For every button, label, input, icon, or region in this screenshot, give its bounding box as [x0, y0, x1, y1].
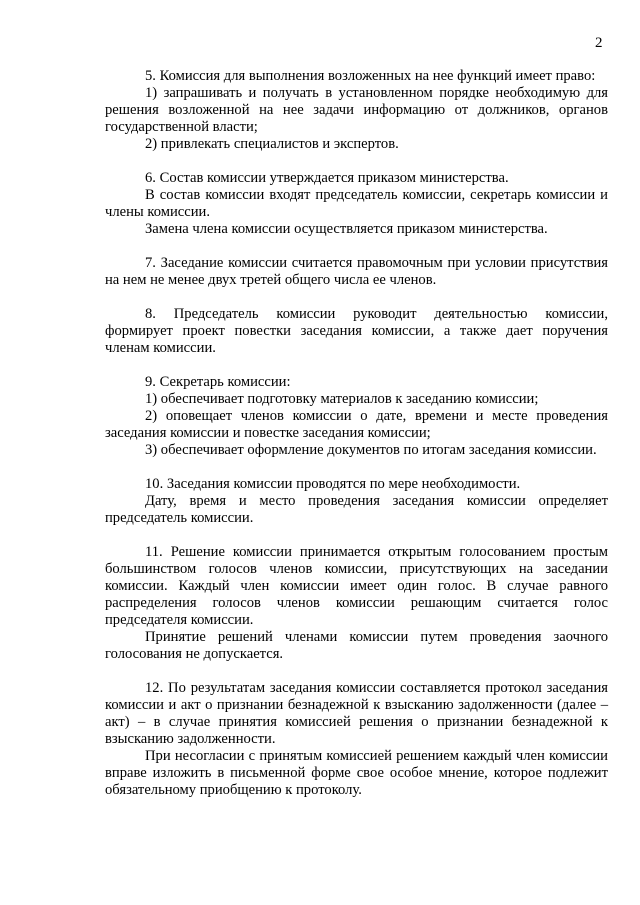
paragraph-gap: [105, 527, 608, 544]
paragraph: Принятие решений членами комиссии путем проведения заочного голосования не допускается.: [105, 629, 608, 662]
paragraph: 3) обеспечивает оформление документов по итогам заседания комиссии.: [145, 442, 597, 458]
paragraph: 2) оповещает членов комиссии о дате, времени и месте проведения заседания комиссии и повестке заседания комиссии;: [105, 408, 608, 441]
document-body: [105, 68, 608, 799]
paragraph-gap: [105, 357, 608, 374]
paragraph: При несогласии с принятым комиссией решением каждый член комиссии вправе изложить в письменной форме свое особое мнение, которое подлежит обязательному приобщению к протоколу.: [105, 748, 608, 798]
paragraph: Дату, время и место проведения заседания комиссии определяет председатель комиссии.: [105, 493, 608, 526]
paragraph: 7. Заседание комиссии считается правомочным при условии присутствия на нем не менее двух третей общего числа ее членов.: [105, 255, 608, 288]
paragraph-gap: [105, 459, 608, 476]
paragraph-gap: [105, 153, 608, 170]
paragraph: 9. Секретарь комиссии:: [145, 374, 291, 390]
paragraph: 10. Заседания комиссии проводятся по мере необходимости.: [145, 476, 521, 492]
paragraph-gap: [105, 238, 608, 255]
paragraph: 2) привлекать специалистов и экспертов.: [145, 136, 399, 152]
paragraph: 1) обеспечивает подготовку материалов к заседанию комиссии;: [145, 391, 539, 407]
paragraph: 11. Решение комиссии принимается открытым голосованием простым большинством голосов членов комиссии, присутствующих на заседании комиссии. Каждый член комиссии имеет один голос. В случае равного распределения голосов членов комиссии решающим считается голос председателя комиссии.: [105, 544, 608, 628]
page-number: 2: [595, 35, 603, 51]
paragraph: В состав комиссии входят председатель комиссии, секретарь комиссии и члены комиссии.: [105, 187, 608, 220]
paragraph-gap: [105, 289, 608, 306]
paragraph: Замена члена комиссии осуществляется приказом министерства.: [145, 221, 548, 237]
paragraph: 8. Председатель комиссии руководит деятельностью комиссии, формирует проект повестки заседания комиссии, а также дает поручения членам комиссии.: [105, 306, 608, 356]
paragraph: 5. Комиссия для выполнения возложенных на нее функций имеет право:: [145, 68, 596, 84]
paragraph: 6. Состав комиссии утверждается приказом министерства.: [145, 170, 509, 186]
paragraph: 12. По результатам заседания комиссии составляется протокол заседания комиссии и акт о признании безнадежной к взысканию задолженности (далее – акт) – в случае принятия комиссией решения о признании безнадежной к взысканию задолженности.: [105, 680, 608, 747]
paragraph-gap: [105, 663, 608, 680]
paragraph: 1) запрашивать и получать в установленном порядке необходимую для решения возложенной на нее задачи информацию от должников, органов государственной власти;: [105, 85, 608, 135]
